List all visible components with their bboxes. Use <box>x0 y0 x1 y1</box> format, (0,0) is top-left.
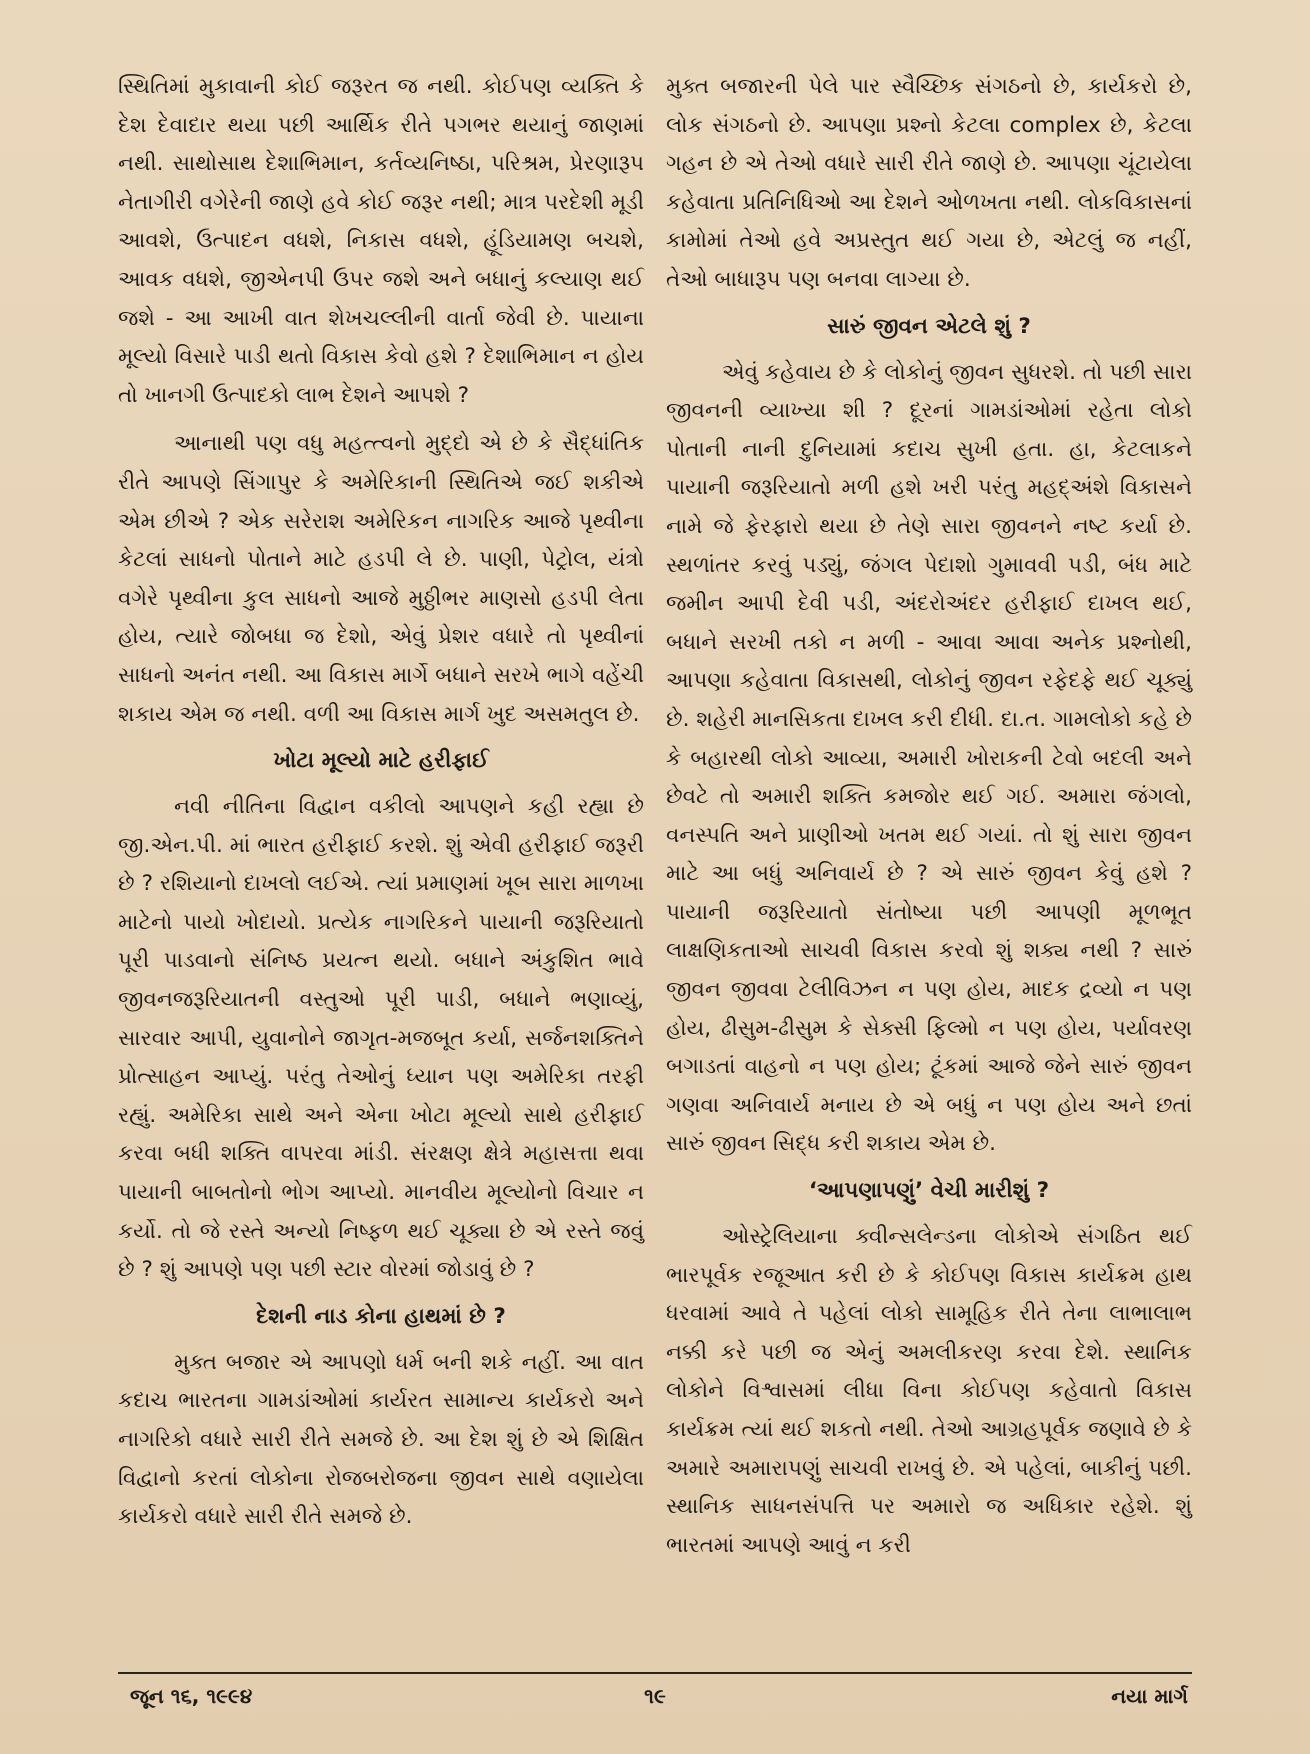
right-column <box>666 68 1192 1565</box>
paragraph: આનાથી પણ વધુ મહત્ત્વનો મુદ્દો એ છે કે સૈદ્ધાંતિક રીતે આપણે સિંગાપુર કે અમેરિકાની સ્થિતિએ જઈ શકીએ એમ છીએ ? એક સરેરાશ અમેરિકન નાગરિક આજે પૃથ્વીના કેટલાં સાધનો પોતાને માટે હડપી લે છે. પાણી, પેટ્રોલ, યંત્રો વગેરે પૃથ્વીના કુલ સાધનો આજે મુઠ્ઠીભર માણસો હડપી લેતા હોય, ત્યારે જોબધા જ દેશો, એવું પ્રેશર વધારે તો પૃથ્વીનાં સાધનો અનંત નથી. આ વિકાસ માર્ગે બધાને સરખે ભાગે વહેંચી શકાય એમ જ નથી. વળી આ વિકાસ માર્ગ ખુદ અસમતુલ છે. <box>118 431 644 727</box>
paragraph: મુક્ત બજાર એ આપણો ધર્મ બની શકે નહીં. આ વાત કદાચ ભારતના ગામડાંઓમાં કાર્યરત સામાન્ય કાર્યકરો અને નાગરિકો વધારે સારી રીતે સમજે છે. આ દેશ શું છે એ શિક્ષિત વિદ્વાનો કરતાં લોકોના રોજબરોજના જીવન સાથે વણાયેલા કાર્યકરો વધારે સારી રીતે સમજે છે. <box>118 1349 644 1530</box>
issue-date: જૂન ૧૬, ૧૯૯૪ <box>130 1684 253 1708</box>
section-heading: ખોટા મૂલ્યો માટે હરીફાઈ <box>273 748 489 774</box>
left-column <box>118 68 644 1537</box>
magazine-name: નયા માર્ગ <box>1111 1684 1188 1708</box>
page-number: ૧૯ <box>644 1684 666 1708</box>
paragraph: સ્થિતિમાં મુકાવાની કોઈ જરૂરત જ નથી. કોઈપણ વ્યક્તિ કે દેશ દેવાદાર થયા પછી આર્થિક રીતે પગભર થયાનું જાણમાં નથી. સાથોસાથ દેશાભિમાન, કર્તવ્યનિષ્ઠા, પરિશ્રમ, પ્રેરણારૂપ નેતાગીરી વગેરેની જાણે હવે કોઈ જરૂર નથી; માત્ર પરદેશી મૂડી આવશે, ઉત્પાદન વધશે, નિકાસ વધશે, હૂંડિયામણ બચશે, આવક વધશે, જીએનપી ઉપર જશે અને બધાનું કલ્યાણ થઈ જશે - આ આખી વાત શેખચલ્લીની વાર્તા જેવી છે. પાયાના મૂલ્યો વિસારે પાડી થતો વિકાસ કેવો હશે ? દેશાભિમાન ન હોય તો ખાનગી ઉત્પાદકો લાભ દેશને આપશે ? <box>118 74 644 408</box>
page-footer <box>118 1680 1192 1712</box>
section-heading: દેશની નાડ કોના હાથમાં છે ? <box>256 1303 506 1329</box>
paragraph: નવી નીતિના વિદ્વાન વકીલો આપણને કહી રહ્યા છે જી.એન.પી. માં ભારત હરીફાઈ કરશે. શું એવી હરીફાઈ જરૂરી છે ? રશિયાનો દાખલો લઈએ. ત્યાં પ્રમાણમાં ખૂબ સારા માળખા માટેનો પાયો ખોદાયો. પ્રત્યેક નાગરિકને પાયાની જરૂરિયાતો પૂરી પાડવાનો સંનિષ્ઠ પ્રયત્ન થયો. બધાને અંકુશિત ભાવે જીવનજરૂરિયાતની વસ્તુઓ પૂરી પાડી, બધાને ભણાવ્યું, સારવાર આપી, યુવાનોને જાગૃત-મજબૂત કર્યા, સર્જનશક્તિને પ્રોત્સાહન આપ્યું. પરંતુ તેઓનું ધ્યાન પણ અમેરિકા તરફી રહ્યું. અમેરિકા સાથે અને એના ખોટા મૂલ્યો સાથે હરીફાઈ કરવા બધી શક્તિ વાપરવા માંડી. સંરક્ષણ ક્ષેત્રે મહાસત્તા થવા પાયાની બાબતોનો ભોગ આપ્યો. માનવીય મૂલ્યોનો વિચાર ન કર્યો. તો જે રસ્તે અન્યો નિષ્ફળ થઈ ચૂક્યા છે એ રસ્તે જવું છે ? શું આપણે પણ પછી સ્ટાર વોરમાં જોડાવું છે ? <box>118 794 644 1283</box>
footer-rule <box>118 1672 1192 1674</box>
paragraph: એવું કહેવાય છે કે લોકોનું જીવન સુધરશે. તો પછી સારા જીવનની વ્યાખ્યા શી ? દૂરનાં ગામડાંઓમાં રહેતા લોકો પોતાની નાની દુનિયામાં કદાચ સુખી હતા. હા, કેટલાકને પાયાની જરૂરિયાતો મળી હશે ખરી પરંતુ મહદ્અંશે વિકાસને નામે જે ફેરફારો થયા છે તેણે સારા જીવનને નષ્ટ કર્યા છે. સ્થળાંતર કરવું પડ્યું, જંગલ પેદાશો ગુમાવવી પડી, બંધ માટે જમીન આપી દેવી પડી, અંદરોઅંદર હરીફાઈ દાખલ થઈ, બધાને સરખી તકો ન મળી - આવા આવા અનેક પ્રશ્નોથી, આપણા કહેવાતા વિકાસથી, લોકોનું જીવન રફેદફે થઈ ચૂક્યું છે. શહેરી માનસિકતા દાખલ કરી દીધી. દા.ત. ગામલોકો કહે છે કે બહારથી લોકો આવ્યા, અમારી ખોરાકની ટેવો બદલી અને છેવટે તો અમારી શક્તિ કમજોર થઈ ગઈ. અમારા જંગલો, વનસ્પતિ અને પ્રાણીઓ ખતમ થઈ ગયાં. તો શું સારા જીવન માટે આ બધું અનિવાર્ય છે ? એ સારું જીવન કેવું હશે ? પાયાની જરૂરિયાતો સંતોષ્યા પછી આપણી મૂળભૂત લાક્ષણિકતાઓ સાચવી વિકાસ કરવો શું શક્ય નથી ? સારું જીવન જીવવા ટેલીવિઝન ન પણ હોય, માદક દ્રવ્યો ન પણ હોય, ઢીસુમ-ઢીસુમ કે સેક્સી ફિલ્મો ન પણ હોય, પર્યાવરણ બગાડતાં વાહનો ન પણ હોય; ટૂંકમાં આજે જેને સારું જીવન ગણવા અનિવાર્ય મનાય છે એ બધું ન પણ હોય અને છતાં સારું જીવન સિદ્ધ કરી શકાય એમ છે. <box>666 359 1192 1157</box>
paragraph: મુક્ત બજારની પેલે પાર સ્વૈચ્છિક સંગઠનો છે, કાર્યકરો છે, લોક સંગઠનો છે. આપણા પ્રશ્નો કેટલા complex છે, કેટલા ગહન છે એ તેઓ વધારે સારી રીતે જાણે છે. આપણા ચૂંટાયેલા કહેવાતા પ્રતિનિધિઓ આ દેશને ઓળખતા નથી. લોકવિકાસનાં કામોમાં તેઓ હવે અપ્રસ્તુત થઈ ગયા છે, એટલું જ નહીં, તેઓ બાધારૂપ પણ બનવા લાગ્યા છે. <box>666 74 1192 292</box>
section-heading: ‘આપણાપણું’ વેચી મારીશું ? <box>808 1178 1050 1204</box>
section-heading: સારું જીવન એટલે શું ? <box>827 313 1031 339</box>
paragraph: ઓસ્ટ્રેલિયાના ક્વીન્સલેન્ડના લોકોએ સંગઠિત થઈ ભારપૂર્વક રજૂઆત કરી છે કે કોઈપણ વિકાસ કાર્યક્રમ હાથ ધરવામાં આવે તે પહેલાં લોકો સામૂહિક રીતે તેના લાભાલાભ નક્કી કરે પછી જ એનું અમલીકરણ કરવા દેશે. સ્થાનિક લોકોને વિશ્વાસમાં લીધા વિના કોઈપણ કહેવાતો વિકાસ કાર્યક્રમ ત્યાં થઈ શકતો નથી. તેઓ આગ્રહપૂર્વક જણાવે છે કે અમારે અમારાપણું સાચવી રાખવું છે. એ પહેલાં, બાકીનું પછી. સ્થાનિક સાધનસંપત્તિ પર અમારો જ અધિકાર રહેશે. શું ભારતમાં આપણે આવું ન કરી <box>666 1224 1192 1558</box>
